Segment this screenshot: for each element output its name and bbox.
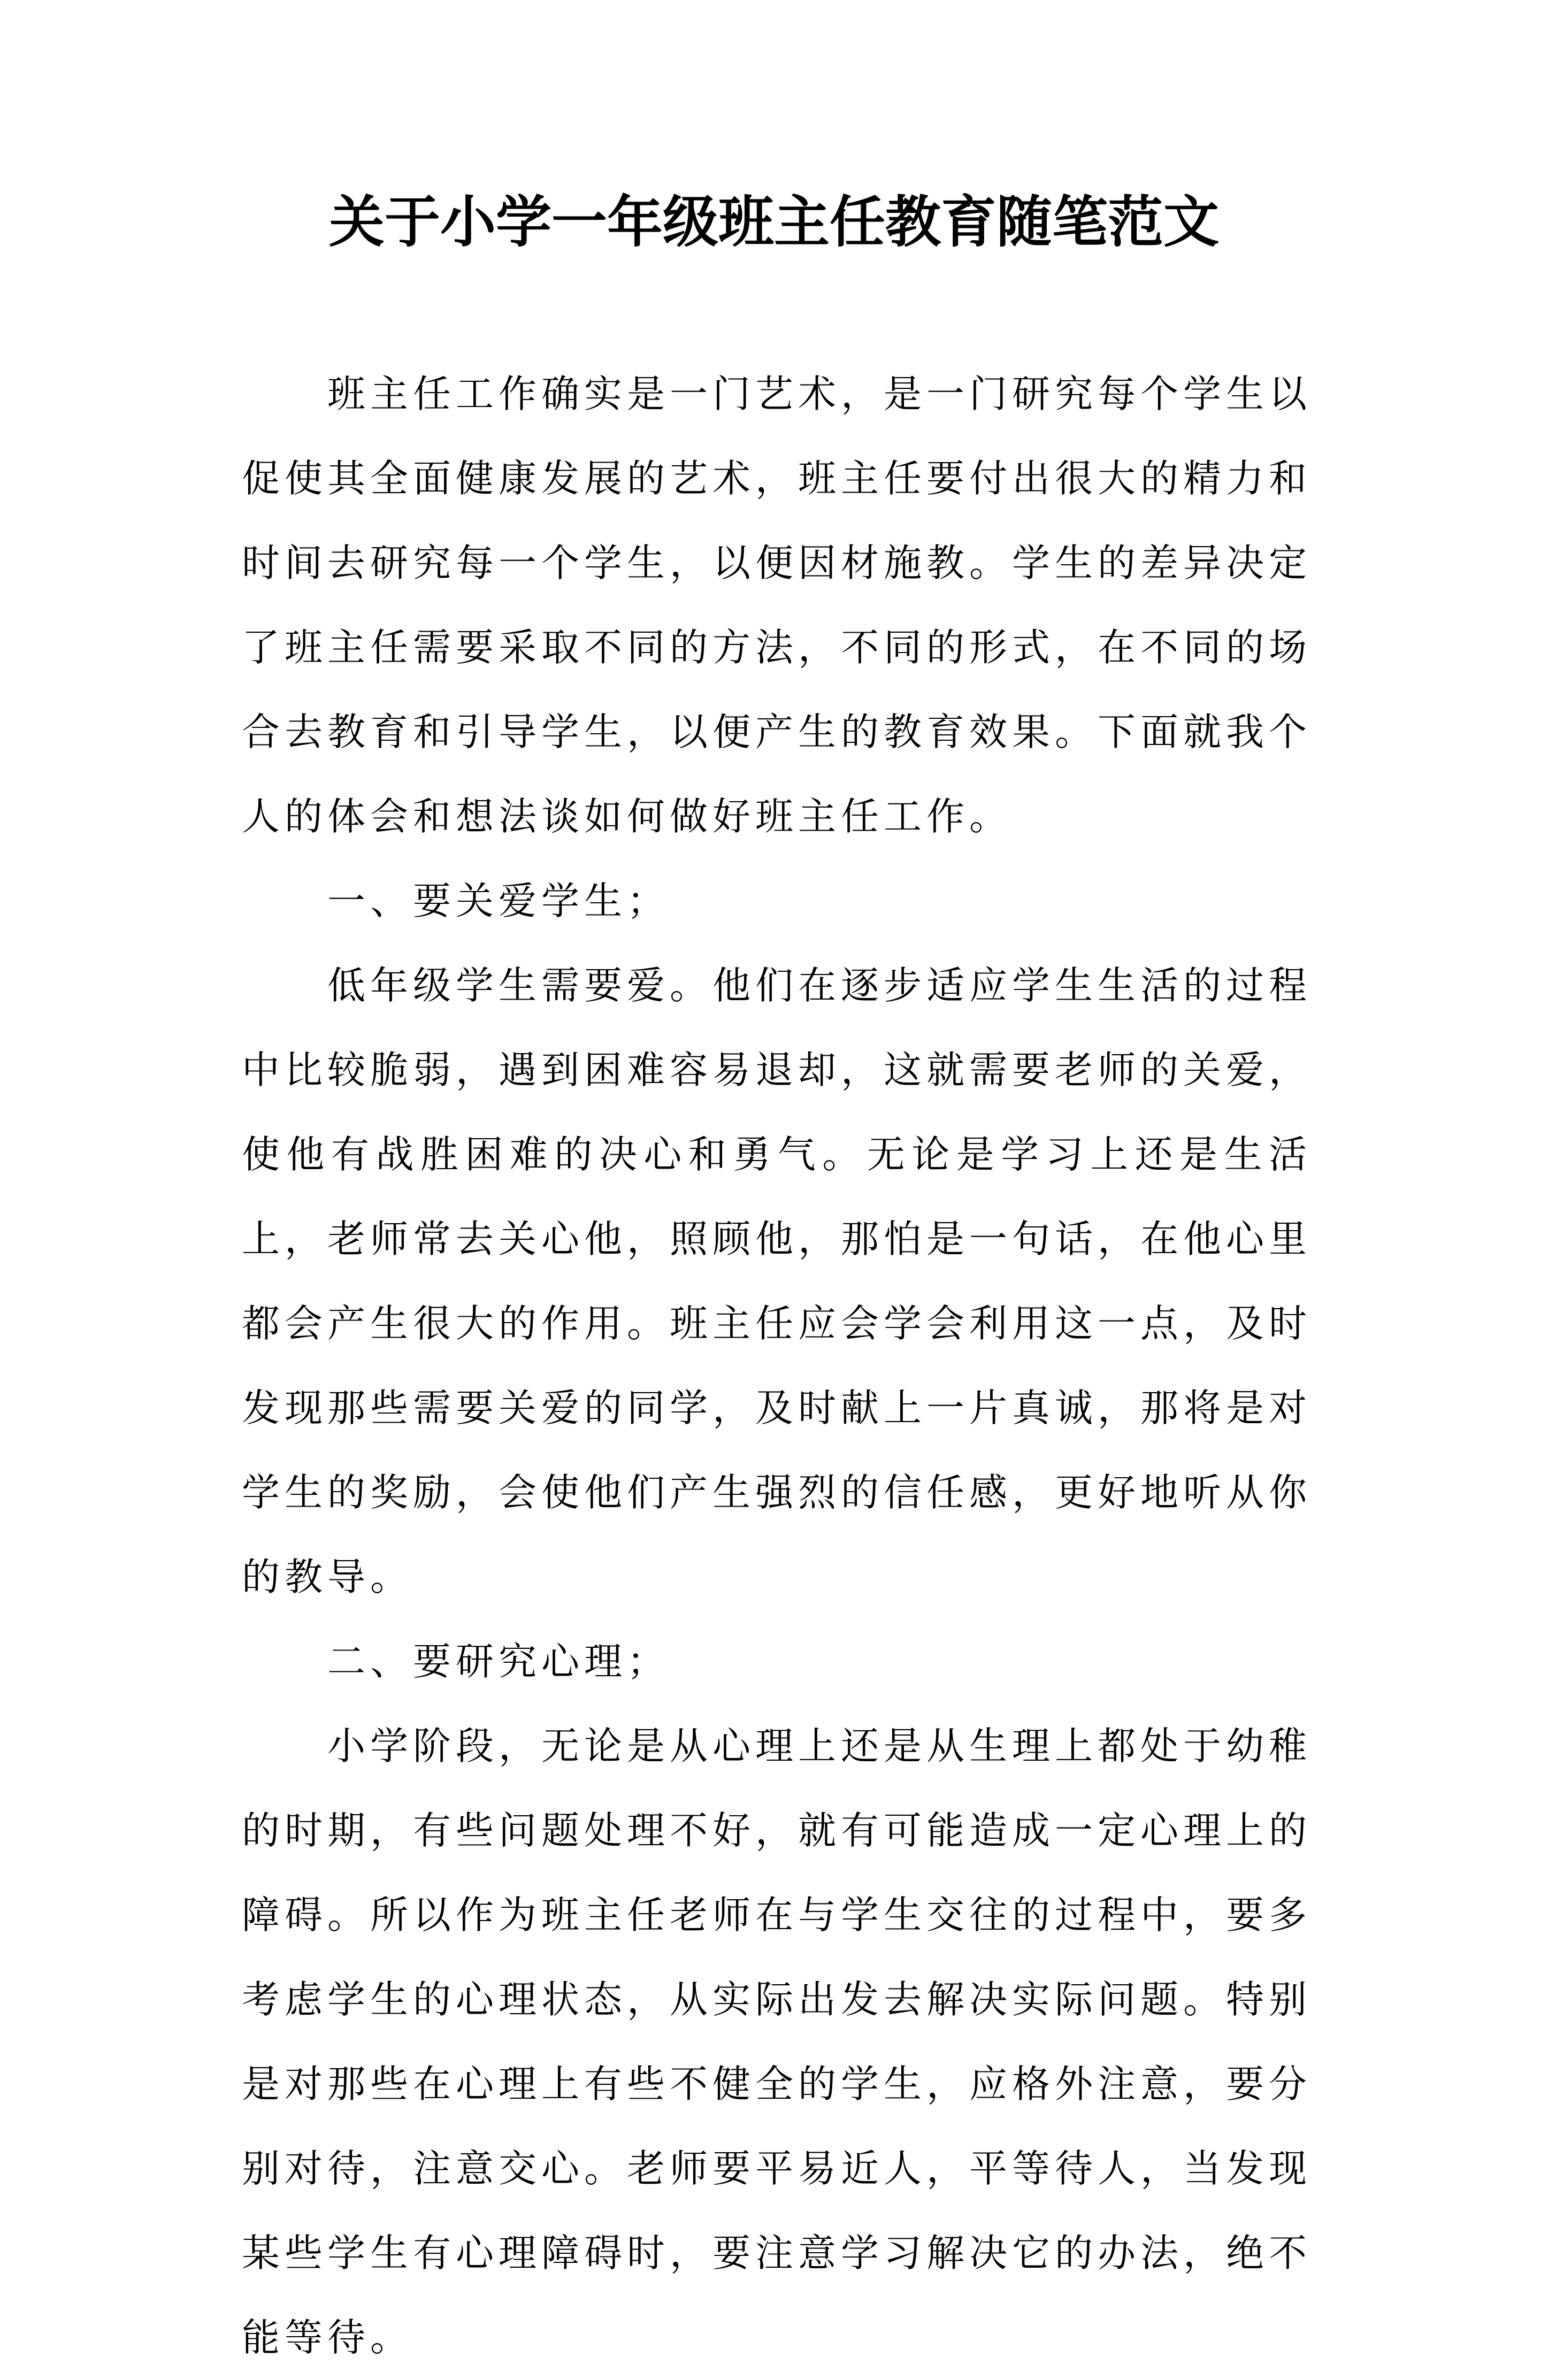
paragraph-intro: 班主任工作确实是一门艺术，是一门研究每个学生以促使其全面健康发展的艺术，班主任要付出很大的精力和时间去研究每一个学生，以便因材施教。学生的差异决定了班主任需要采取不同的方法，不同的形式，在不同的场合去教育和引导学生，以便产生的教育效果。下面就我个人的体会和想法谈如何做好班主任工作。 xyxy=(242,372,1312,839)
section-heading-2: 二、要研究心理； xyxy=(327,1639,670,1684)
document-title: 关于小学一年级班主任教育随笔范文 xyxy=(328,189,1219,255)
section-heading-1: 一、要关爱学生； xyxy=(327,879,670,923)
paragraph-section-1: 低年级学生需要爱。他们在逐步适应学生生活的过程中比较脆弱，遇到困难容易退却，这就需要老师的关爱，使他有战胜困难的决心和勇气。无论是学习上还是生活上，老师常去关心他，照顾他，那怕是一句话，在他心里都会产生很大的作用。班主任应会学会利用这一点，及时发现那些需要关爱的同学，及时献上一片真诚，那将是对学生的奖励，会使他们产生强烈的信任感，更好地听从你的教导。 xyxy=(242,963,1312,1599)
document-body xyxy=(242,352,1312,2380)
paragraph-section-2: 小学阶段，无论是从心理上还是从生理上都处于幼稚的时期，有些问题处理不好，就有可能造成一定心理上的障碍。所以作为班主任老师在与学生交往的过程中，要多考虑学生的心理状态，从实际出发去解决实际问题。特别是对那些在心理上有些不健全的学生，应格外注意，要分别对待，注意交心。老师要平易近人，平等待人，当发现某些学生有心理障碍时，要注意学习解决它的办法，绝不能等待。 xyxy=(242,1724,1312,2360)
